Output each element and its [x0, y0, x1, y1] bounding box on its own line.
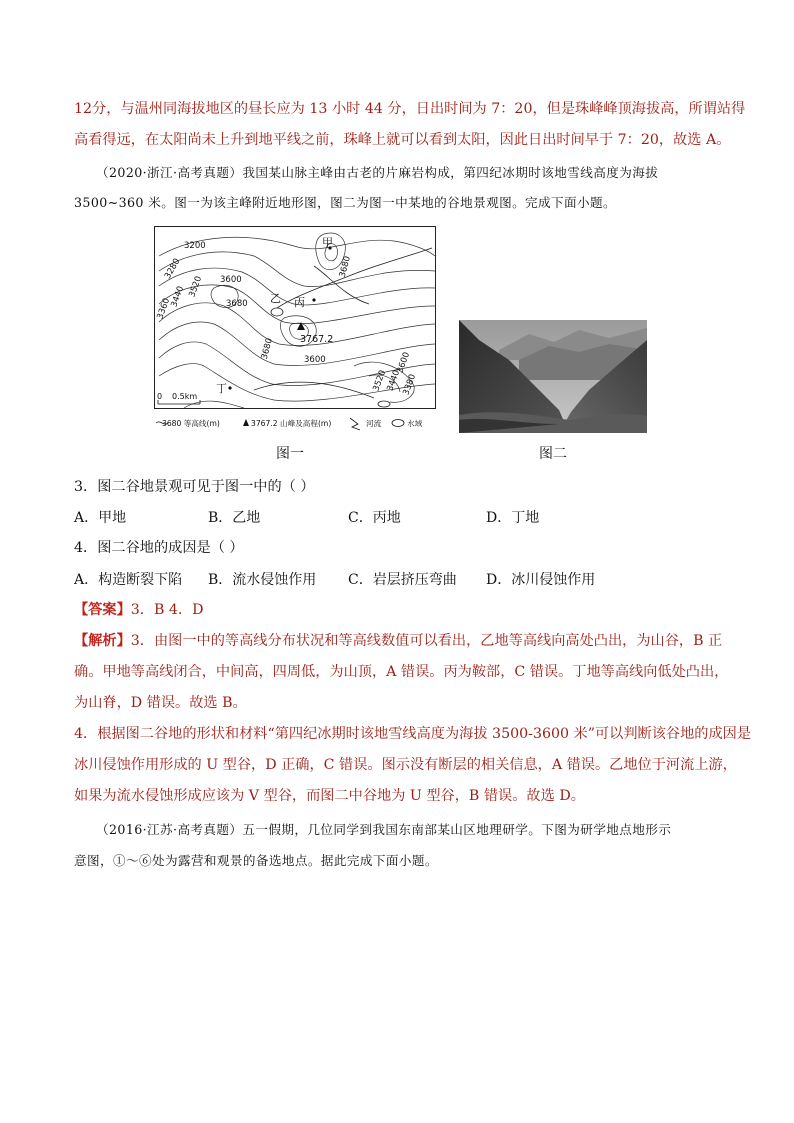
- contour-label: 3520: [187, 274, 205, 299]
- contour-label: 3360: [155, 296, 173, 321]
- answer-line: [74, 600, 204, 620]
- legend-river: 河流: [366, 419, 382, 428]
- q4-option-d: D．冰川侵蚀作用: [486, 572, 596, 588]
- contour-label: 3680: [259, 337, 275, 361]
- contour-label: 3680: [226, 299, 248, 309]
- q3-text: 3．图二谷地景观可见于图一中的（ ）: [74, 479, 315, 495]
- figure1-caption: 图一: [276, 446, 304, 462]
- analysis-line-5: 冰川侵蚀作用形成的 U 型谷，D 正确，C 错误。图示没有断层的相关信息，A 错误。乙地位于河流上游，: [74, 757, 737, 773]
- stem2-line-2: 意图，①～⑥处为露营和观景的备选地点。据此完成下面小题。: [74, 853, 438, 868]
- scale-zero: 0: [157, 392, 163, 401]
- contour-label: 3680: [337, 255, 353, 279]
- q4-option-b: B．流水侵蚀作用: [208, 572, 317, 588]
- analysis-tag: 【解析】: [74, 633, 131, 649]
- place-label-ding: 丁: [216, 382, 227, 395]
- intro-line-2: 高看得远，在太阳尚未上升到地平线之前，珠峰上就可以看到太阳，因此日出时间早于 7：20，故选 A。: [74, 132, 731, 148]
- place-label-yi: 乙: [270, 292, 281, 305]
- q3-option-b: B．乙地: [208, 510, 261, 526]
- intro-line-1: 12分，与温州同海拔地区的昼长应为 13 小时 44 分，日出时间为 7：20，但是珠峰峰顶海拔高，所谓站得: [74, 101, 746, 117]
- analysis-line-6: 如果为流水侵蚀形成应该为 V 型谷，而图二中谷地为 U 型谷，B 错误。故选 D。: [74, 788, 585, 804]
- place-label-jia: 甲: [322, 236, 333, 249]
- peak-elevation-label: 3767.2: [300, 334, 334, 345]
- legend-water: 水域: [407, 419, 423, 428]
- figure2-valley-photo: [459, 320, 647, 433]
- contour-label: 3200: [184, 241, 206, 251]
- answer-text: 3．B 4．D: [130, 602, 204, 618]
- analysis-line-2: 确。甲地等高线闭合，中间高，四周低，为山顶，A 错误。丙为鞍部，C 错误。丁地等高线向低处凸出，: [74, 664, 729, 680]
- q3-option-c: C．丙地: [348, 510, 401, 526]
- scale-distance: 0.5km: [172, 392, 198, 401]
- figure2-caption: 图二: [539, 446, 567, 462]
- analysis-text-1: 3．由图一中的等高线分布状况和等高线数值可以看出，乙地等高线向高处凸出，为山谷，B 正: [130, 633, 723, 649]
- q3-option-d: D．丁地: [486, 510, 540, 526]
- contour-label: 3600: [395, 350, 413, 375]
- contour-label: 3440: [385, 368, 403, 393]
- peak-legend-icon: [243, 419, 249, 426]
- analysis-line-3: 为山脊，D 错误。故选 B。: [74, 695, 247, 711]
- contour-label: 3440: [169, 284, 187, 309]
- analysis-line-4: 4．根据图二谷地的形状和材料“第四纪冰期时该地雪线高度为海拔 3500-3600 米”可以判断该谷地的成因是: [74, 726, 752, 742]
- stem1-line-2: 3500~360 米。图一为该主峰附近地形图，图二为图一中某地的谷地景观图。完成下面小题。: [74, 195, 617, 210]
- place-label-bing: 丙: [294, 296, 305, 309]
- q4-option-a: A．构造断裂下陷: [74, 572, 183, 588]
- figure1-topo-map: [154, 226, 436, 434]
- legend-peak: 3767.2 山峰及高程(m): [251, 419, 332, 428]
- q4-option-c: C．岩层挤压弯曲: [348, 572, 457, 588]
- q4-text: 4．图二谷地的成因是（ ）: [74, 540, 244, 556]
- legend-contour: 3680 等高线(m): [162, 419, 220, 428]
- stem1-line-1: （2020·浙江·高考真题）我国某山脉主峰由古老的片麻岩构成，第四纪冰期时该地雪线高度为海拔: [96, 165, 659, 180]
- analysis-line-1: [74, 631, 722, 651]
- contour-label: 3520: [371, 368, 389, 393]
- stem2-line-1: （2016·江苏·高考真题）五一假期，几位同学到我国东南部某山区地理研学。下图为研学地点地形示: [96, 822, 672, 837]
- river-legend-icon: [350, 418, 360, 430]
- q3-option-a: A．甲地: [74, 510, 127, 526]
- contour-label: 3600: [220, 275, 242, 285]
- contour-label: 3380: [401, 372, 419, 397]
- answer-tag: 【答案】: [74, 602, 131, 618]
- contour-label: 3600: [304, 355, 326, 365]
- water-legend-icon: [392, 420, 404, 427]
- contour-label: 3280: [162, 256, 183, 281]
